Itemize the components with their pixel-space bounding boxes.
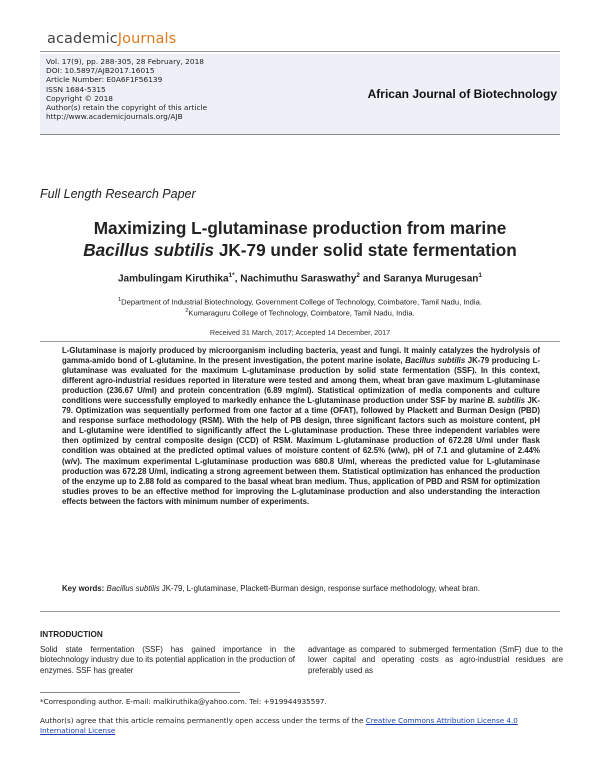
header-divider	[40, 51, 560, 52]
affiliation-2	[40, 308, 560, 318]
article-meta	[46, 57, 207, 121]
author-name: Jambulingam Kiruthika	[117, 273, 229, 285]
intro-right-column: advantage as compared to submerged fermentation (SmF) due to the lower capital and operating costs as agro-industrial residues are preferably used as	[308, 645, 563, 675]
abstract-text: JK-79 producing L-glutaminase was evaluated for the maximum L-glutaminase production by solid state fermentation (SSF). In this context, different agro-industrial residues reported in literature were tested and among them, wheat bran gave maximum L-glutaminase production (236.67 U/ml) and protein concentration (6.89 mg/ml). Statistical optimization of media components and culture conditions were successfully employed to markedly enhance the L-glutaminase production under SSF by marine	[62, 356, 540, 406]
paper-title-line-2	[40, 240, 560, 261]
affiliation-1	[40, 297, 560, 307]
abstract-text: L-Glutaminase is majorly produced by microorganism including bacteria, yeast and fungi. It mainly catalyzes the hydrolysis of gamma-amido bond of L-glutamine. In the present investigation, the potent marine isolate,	[62, 346, 540, 366]
keywords	[62, 584, 540, 594]
meta-author-rights: Author(s) retain the copyright of this article	[46, 103, 208, 113]
meta-issn: ISSN 1684-5315	[46, 84, 106, 94]
footnote-divider	[40, 692, 240, 693]
affiliation-sup: 1	[118, 297, 122, 303]
author-list	[40, 272, 560, 284]
received-dates: Received 31 March, 2017; Accepted 14 December, 2017	[209, 328, 391, 337]
meta-article-number: Article Number: E0A6F1F56139	[46, 75, 163, 85]
abstract-species: Bacillus subtilis	[405, 356, 466, 366]
author-name: Nachimuthu Saraswathy	[240, 273, 357, 285]
meta-volume: Vol. 17(9), pp. 288-305, 28 February, 2018	[46, 57, 204, 66]
meta-journal-url[interactable]: http://www.academicjournals.org/AJB	[46, 112, 183, 122]
affiliation-text: Kumaraguru College of Technology, Coimbatore, Tamil Nadu, India.	[188, 308, 415, 318]
license-link[interactable]: Creative Commons Attribution License 4.0 International License	[40, 716, 518, 736]
abstract	[62, 346, 540, 507]
author-sep: and	[360, 273, 384, 285]
keywords-species: Bacillus subtilis	[106, 584, 160, 593]
meta-doi: DOI: 10.5897/AJB2017.16015	[46, 66, 155, 76]
paper-title-line-1: Maximizing L-glutaminase production from marine	[93, 218, 507, 238]
corresponding-author: *Corresponding author. E-mail: malkiruthika@yahoo.com. Tel: +919944935597.	[40, 697, 327, 706]
keywords-text: JK-79, L-glutaminase, Plackett-Burman design, response surface methodology, wheat bran.	[159, 584, 480, 593]
author-sep: ,	[234, 273, 241, 285]
abstract-text: JK-79. Optimization was sequentially performed from one factor at a time (OFAT), followed by Plackett and Burman Design (PBD) and response surface methodology (RSM). With the help of PB design, three significant factors such as moisture content, pH and L-glutamine were identified to significantly affect the L-glutaminase production. These three independent variables were then optimized by central composite design (CCD) of RSM. Maximum L-glutaminase production of 672.28 U/ml under flask condition was obtained at the predicted optimal values of moisture content of 62.5% (w/w), pH of 7.1 and glutamine of 2.44% (w/v). The maximum experimental L-glutaminase production was 680.8 U/ml, whereas the predicted value for L-glutaminase production was 672.28 U/ml, indicating a strong agreement between them. Statistical optimization has enhanced the production of the enzyme up to 2.88 fold as compared to the basal wheat bran medium. Thus, application of PBD and RSM for optimization studies proves to be an effective method for improving the L-glutaminase production and also understanding the interaction effects between the factors with minimum number of experiments.	[62, 396, 540, 506]
author-sup: 1	[478, 272, 483, 279]
brand-part-1: academic	[47, 31, 118, 47]
meta-divider	[40, 134, 560, 135]
paper-type: Full Length Research Paper	[40, 187, 196, 201]
title-species: Bacillus subtilis	[83, 240, 215, 260]
author-name: Saranya Murugesan	[383, 273, 479, 285]
keywords-label: Key words:	[62, 584, 105, 593]
abstract-top-divider	[40, 341, 560, 342]
author-sup: 1*	[228, 272, 235, 279]
affiliation-text: Department of Industrial Biotechnology, Government College of Technology, Coimbatore, Tamil Nadu, India.	[121, 297, 482, 307]
license-statement	[40, 716, 564, 736]
publisher-logo	[47, 31, 176, 47]
intro-left-column: Solid state fermentation (SSF) has gained importance in the biotechnology industry due to its potential application in the production of enzymes. SSF has greater	[40, 645, 295, 675]
abstract-bottom-divider	[40, 611, 560, 612]
abstract-species: B. subtilis	[487, 396, 526, 406]
brand-part-2: Journals	[117, 31, 177, 47]
affiliation-sup: 2	[185, 308, 189, 314]
author-sup: 2	[356, 272, 361, 279]
journal-name: African Journal of Biotechnology	[367, 87, 557, 101]
license-text: Author(s) agree that this article remains permanently open access under the terms of the	[40, 716, 366, 725]
section-heading-introduction: INTRODUCTION	[40, 630, 103, 639]
title-rest: JK-79 under solid state fermentation	[214, 240, 517, 260]
meta-copyright: Copyright © 2018	[46, 93, 114, 103]
